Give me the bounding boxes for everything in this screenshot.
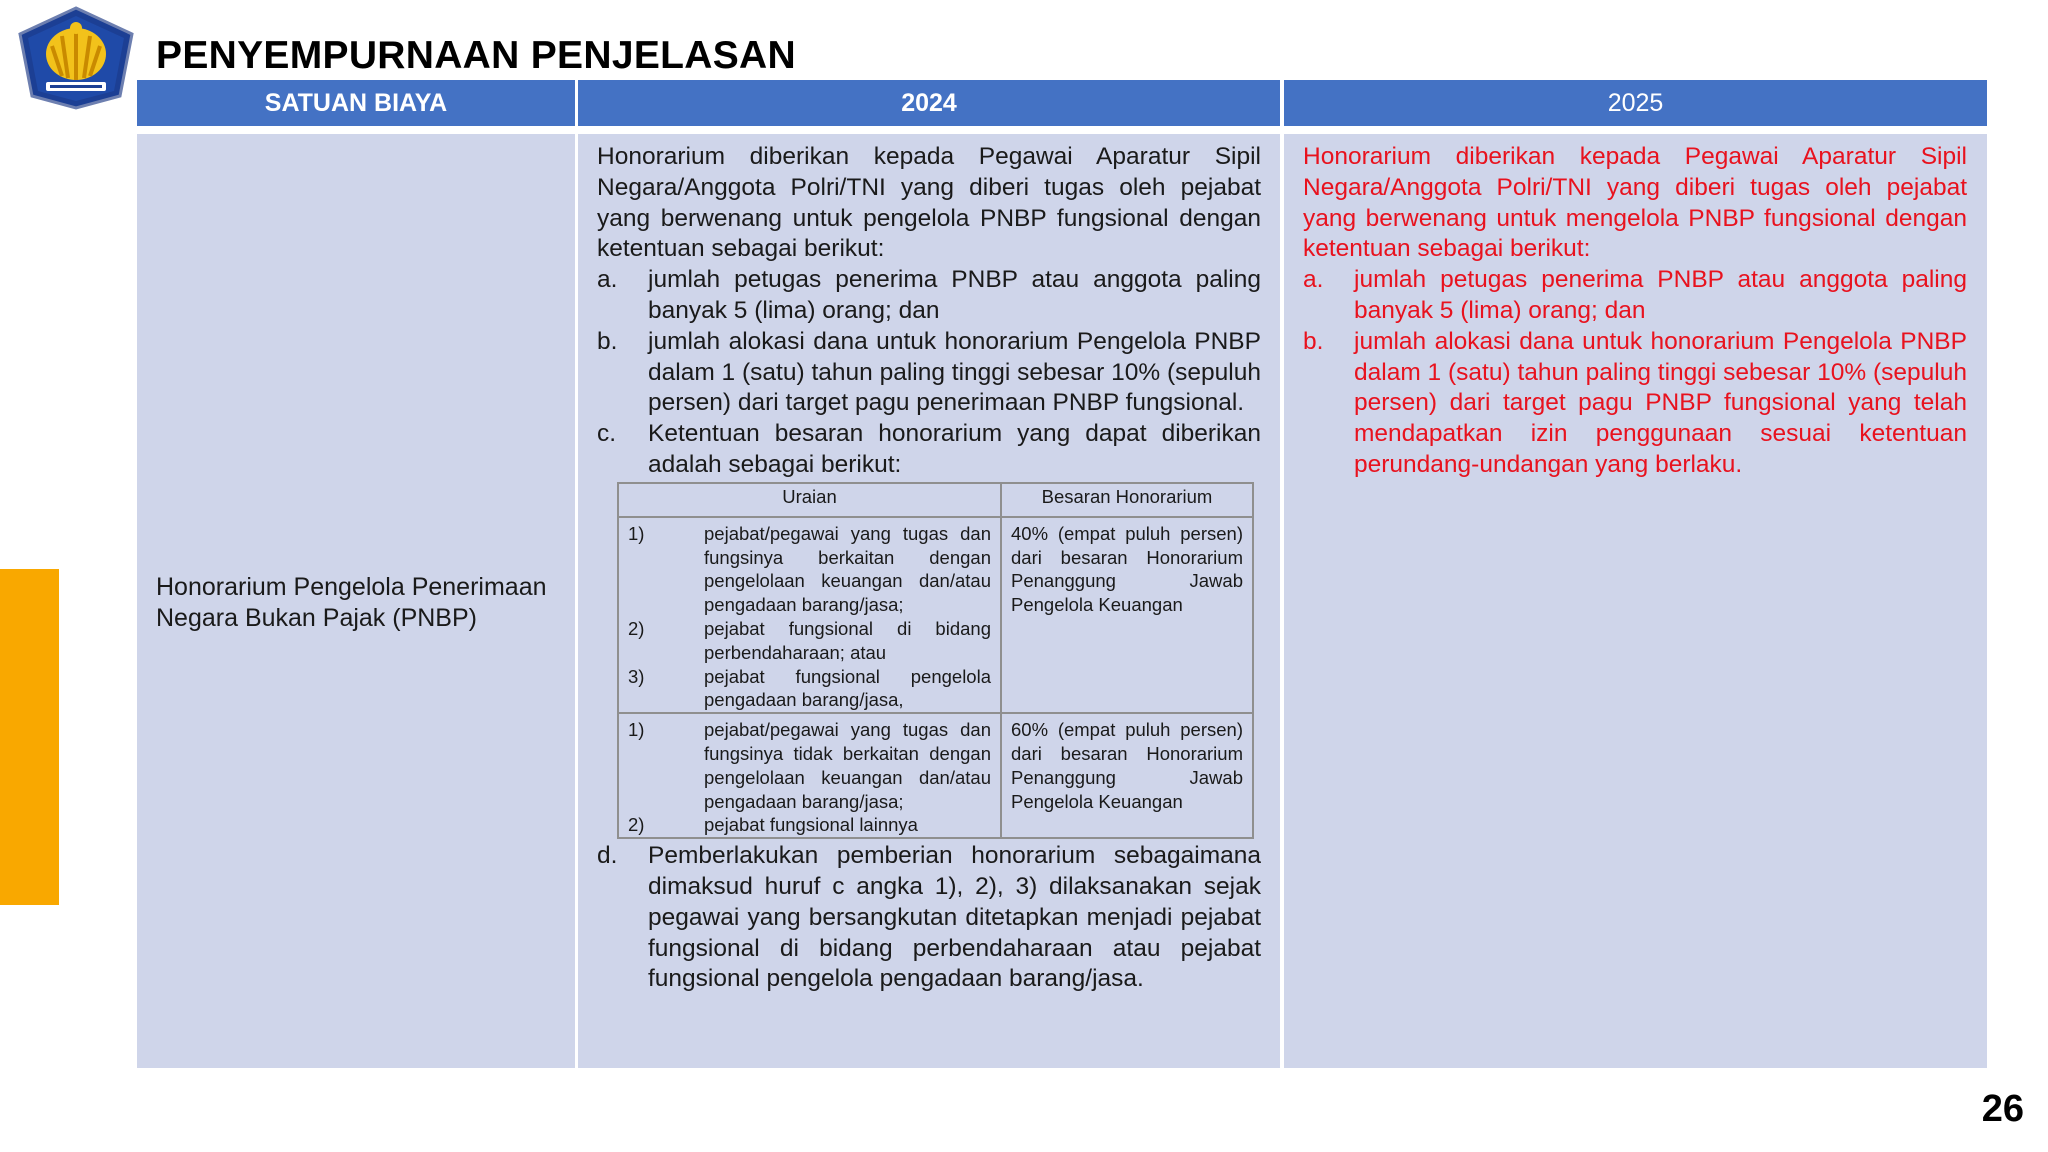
honorarium-rate-table <box>617 482 1254 839</box>
sub-item-text: pejabat fungsional pengelola pengadaan barang/jasa, <box>704 665 991 711</box>
table-row <box>618 517 1253 713</box>
cell-2025 <box>1284 134 1987 1068</box>
slide-title: PENYEMPURNAAN PENJELASAN <box>156 34 796 77</box>
list-item <box>1303 265 1967 327</box>
list-text: jumlah petugas penerima PNBP atau anggota paling banyak 5 (lima) orang; dan <box>648 266 1261 324</box>
sub-item <box>628 718 991 813</box>
header-2025: 2025 <box>1284 80 1987 126</box>
header-2024: 2024 <box>578 80 1280 126</box>
list-text: jumlah alokasi dana untuk honorarium Pengelola PNBP dalam 1 (satu) tahun paling tinggi sebesar 10% (sepuluh persen) dari target pagu penerimaan PNBP fungsional. <box>648 327 1261 417</box>
accent-side-bar <box>0 569 59 905</box>
sub-item-number: 1) <box>628 719 645 741</box>
sub-item <box>628 617 991 665</box>
satuan-biaya-label: Honorarium Pengelola Penerimaan Negara Bukan Pajak (PNBP) <box>156 573 547 632</box>
list-item <box>597 265 1261 327</box>
sub-item-text: pejabat fungsional lainnya <box>704 814 918 836</box>
kemenkeu-emblem-icon <box>16 6 136 110</box>
list-item <box>597 327 1261 419</box>
sub-item-text: pejabat/pegawai yang tugas dan fungsinya berkaitan dengan pengelolaan keuangan dan/atau pengadaan barang/jasa; <box>704 522 991 616</box>
sub-item-number: 2) <box>628 617 645 639</box>
header-satuan-biaya: SATUAN BIAYA <box>137 80 575 126</box>
list-marker: a. <box>1303 266 1324 294</box>
list-marker: c. <box>597 420 617 448</box>
list-item <box>597 841 1261 995</box>
list-item <box>1303 327 1967 481</box>
satuan-biaya-cell <box>137 134 575 1068</box>
list-marker: b. <box>597 327 618 355</box>
uraian-cell <box>618 517 1001 713</box>
sub-item <box>628 665 991 713</box>
list-text: Pemberlakukan pemberian honorarium sebagaimana dimaksud huruf c angka 1), 2), 3) dilaksanakan sejak pegawai yang bersangkutan ditetapkan menjadi pejabat fungsional di bidang perbendaharaan atau pejabat fungsional pengelola pengadaan barang/jasa. <box>648 842 1261 993</box>
sub-item-text: pejabat/pegawai yang tugas dan fungsinya tidak berkaitan dengan pengelolaan keuangan dan/atau pengadaan barang/jasa; <box>704 719 991 812</box>
sub-item-number: 1) <box>628 522 645 544</box>
besaran-cell: 60% (empat puluh persen) dari besaran Honorarium Penanggung Jawab Pengelola Keuangan <box>1001 713 1253 838</box>
sub-item-number: 3) <box>628 665 645 687</box>
list-item <box>597 419 1261 481</box>
list-text: Ketentuan besaran honorarium yang dapat diberikan adalah sebagai berikut: <box>648 420 1261 478</box>
table-row <box>618 713 1253 838</box>
sub-item-number: 2) <box>628 814 645 836</box>
sub-item-text: pejabat fungsional di bidang perbendaharaan; atau <box>704 617 991 663</box>
list-marker: d. <box>597 842 618 870</box>
list-text: jumlah petugas penerima PNBP atau anggota paling banyak 5 (lima) orang; dan <box>1354 266 1967 324</box>
besaran-cell: 40% (empat puluh persen) dari besaran Honorarium Penanggung Jawab Pengelola Keuangan <box>1001 517 1253 713</box>
sub-item <box>628 813 991 837</box>
sub-item <box>628 522 991 617</box>
column-header: Besaran Honorarium <box>1001 483 1253 517</box>
cell-2024 <box>578 134 1280 1068</box>
list-text: jumlah alokasi dana untuk honorarium Pengelola PNBP dalam 1 (satu) tahun paling tinggi sebesar 10% (sepuluh persen) dari target pagu PNBP fungsional yang telah mendapatkan izin penggunaan sesuai ketentuan perundang-undangan yang berlaku. <box>1354 327 1967 478</box>
column-header: Uraian <box>618 483 1001 517</box>
uraian-cell <box>618 713 1001 838</box>
intro-2025: Honorarium diberikan kepada Pegawai Aparatur Sipil Negara/Anggota Polri/TNI yang diberi tugas oleh pejabat yang berwenang untuk mengelola PNBP fungsional dengan ketentuan sebagai berikut: <box>1303 143 1967 263</box>
page-number: 26 <box>1981 1088 2024 1130</box>
list-marker: b. <box>1303 327 1324 355</box>
intro-2024: Honorarium diberikan kepada Pegawai Aparatur Sipil Negara/Anggota Polri/TNI yang diberi tugas oleh pejabat yang berwenang untuk pengelola PNBP fungsional dengan ketentuan sebagai berikut: <box>597 143 1261 263</box>
list-marker: a. <box>597 266 618 294</box>
text-2024 <box>597 142 1261 995</box>
text-2025 <box>1303 142 1967 481</box>
table-header-row <box>618 483 1253 517</box>
